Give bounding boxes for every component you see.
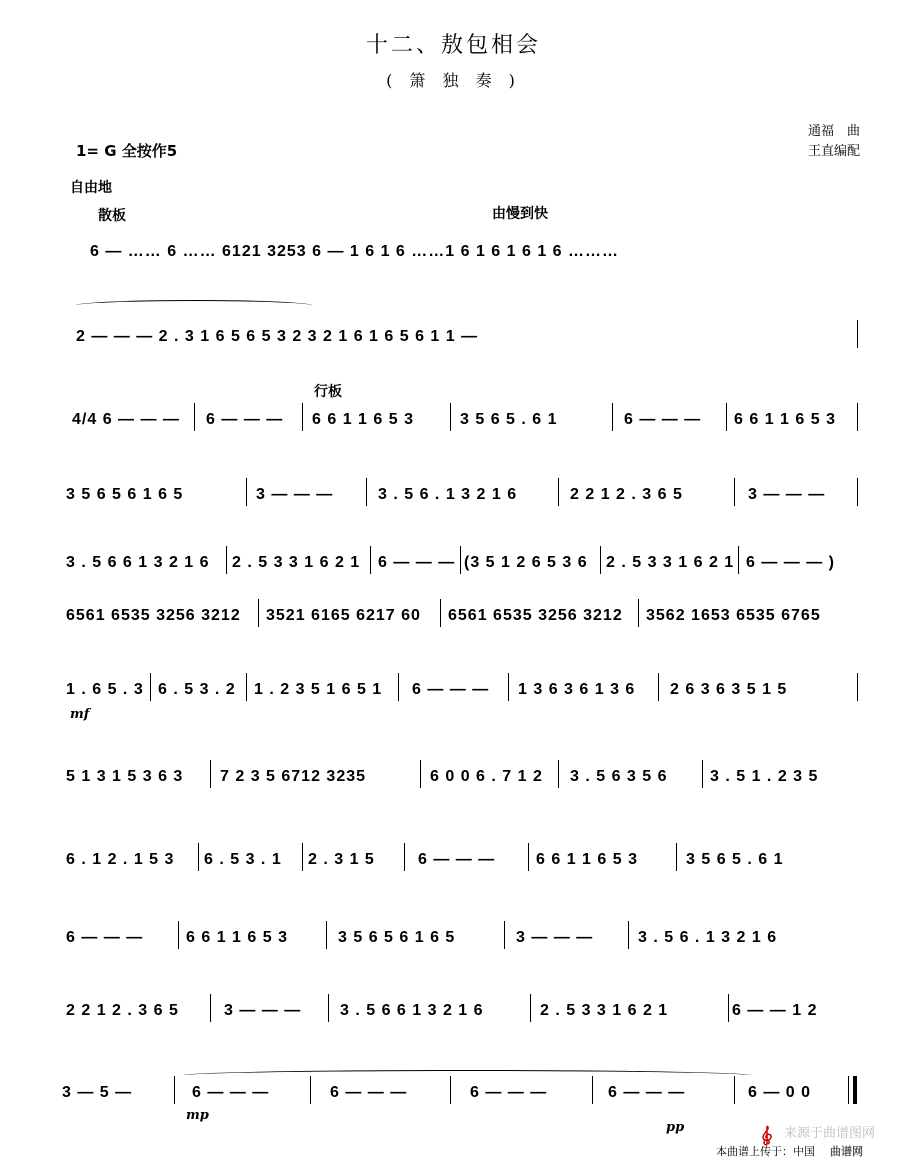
measure-12-2: 6 — — — [192,1084,270,1101]
measure-10-3: 3 5 6 5 6 1 6 5 [338,929,456,946]
measure-11-2: 3 — — — [224,1002,302,1019]
score-system-9 [62,845,862,875]
barline [450,1076,451,1104]
measure-8-4: 3 . 5 6 3 5 6 [570,768,668,785]
measure-12-3: 6 — — — [330,1084,408,1101]
barline [676,843,677,871]
barline [450,403,451,431]
barline [174,1076,175,1104]
tempo-free: 自由地 [70,180,112,196]
composer-credit: 通福 曲 [808,124,861,139]
measure-7-6: 2 6 3 6 3 5 1 5 [670,681,788,698]
barline [558,478,559,506]
barline [194,403,195,431]
arranger-credit: 王直编配 [808,144,861,159]
score-system-3 [62,405,862,435]
measure-4-1: 3 5 6 5 6 1 6 5 [66,486,184,503]
treble-clef-icon [760,1124,774,1146]
piece-subtitle: ( 箫 独 奏 ) [386,71,521,90]
tempo-xingban: 行板 [314,384,342,400]
measure-3-6: 6 6 1 1 6 5 3 [734,411,836,428]
measure-12-1: 3 — 5 — [62,1084,133,1101]
barline [246,478,247,506]
barline [857,320,858,348]
measure-10-5: 3 . 5 6 . 1 3 2 1 6 [638,929,778,946]
barline [857,403,858,431]
barline [728,994,729,1022]
barline [178,921,179,949]
measure-12-6: 6 — 0 0 [748,1084,812,1101]
barline [848,1076,849,1104]
barline [460,546,461,574]
measure-6-3: 6561 6535 3256 3212 [448,607,623,624]
barline [658,673,659,701]
watermark-site: 曲谱网 [830,1145,863,1158]
tempo-sanban: 散板 [98,208,126,224]
watermark-text: 来源于曲谱图网 [784,1126,876,1141]
barline [326,921,327,949]
barline [328,994,329,1022]
measure-6-2: 3521 6165 6217 60 [266,607,421,624]
barline [210,760,211,788]
barline [310,1076,311,1104]
dynamic-mf: mf [70,707,90,722]
measure-5-5: 2 . 5 3 3 1 6 2 1 [606,554,735,571]
measure-3-2: 6 — — — [206,411,284,428]
barline [302,843,303,871]
barline [366,478,367,506]
measure-7-3: 1 . 2 3 5 1 6 5 1 [254,681,383,698]
score-system-4 [62,480,862,510]
measure-9-6: 3 5 6 5 . 6 1 [686,851,784,868]
score-system-1 [62,237,862,267]
barline [734,478,735,506]
barline [370,546,371,574]
measure-10-2: 6 6 1 1 6 5 3 [186,929,288,946]
score-system-2 [62,322,862,352]
barline [612,403,613,431]
barline [726,403,727,431]
measure-4-5: 3 — — — [748,486,826,503]
measure-8-5: 3 . 5 1 . 2 3 5 [710,768,819,785]
barline [440,599,441,627]
measure-3-3: 6 6 1 1 6 5 3 [312,411,414,428]
measure-4-4: 2 2 1 2 . 3 6 5 [570,486,683,503]
barline [210,994,211,1022]
barline [504,921,505,949]
upload-footer: 本曲谱上传于：中国 [716,1145,815,1158]
measure-9-5: 6 6 1 1 6 5 3 [536,851,638,868]
barline [398,673,399,701]
score-system-8 [62,762,862,792]
measure-5-2: 2 . 5 3 3 1 6 2 1 [232,554,361,571]
barline [857,478,858,506]
barline [226,546,227,574]
measure-3-5: 6 — — — [624,411,702,428]
dynamic-mp: mp [186,1108,209,1123]
measure-8-2: 7 2 3 5 6712 3235 [220,768,367,785]
measure-2-1: 2 — — — 2 . 3 1 6 5 6 5 3 2 3 2 1 6 1 6 5 6 1 1 — [76,328,479,345]
barline [302,403,303,431]
final-barline [853,1076,857,1104]
measure-11-5: 6 — — 1 2 [732,1002,818,1019]
barline [530,994,531,1022]
barline [702,760,703,788]
barline [508,673,509,701]
score-system-7 [62,675,862,722]
measure-3-1: 4/4 6 — — — [72,411,180,428]
credits [808,122,860,162]
measure-3-4: 3 5 6 5 . 6 1 [460,411,558,428]
barline [738,546,739,574]
measure-9-1: 6 . 1 2 . 1 5 3 [66,851,175,868]
measure-1-1: 6 — …… 6 …… 6121 3253 6 — 1 6 1 6 ……1 6 1 6 1 6 1 6 ……… [90,243,620,260]
measure-5-4: (3 5 1 2 6 5 3 6 [464,554,588,571]
barline [404,843,405,871]
barline [638,599,639,627]
measure-11-4: 2 . 5 3 3 1 6 2 1 [540,1002,669,1019]
barline [600,546,601,574]
measure-12-5: 6 — — — [608,1084,686,1101]
measure-5-6: 6 — — — ) [746,554,836,571]
measure-7-1: 1 . 6 5 . 3 [66,681,144,698]
measure-6-1: 6561 6535 3256 3212 [66,607,241,624]
barline [420,760,421,788]
measure-9-4: 6 — — — [418,851,496,868]
measure-8-1: 5 1 3 1 5 3 6 3 [66,768,184,785]
measure-6-4: 3562 1653 6535 6765 [646,607,821,624]
measure-10-4: 3 — — — [516,929,594,946]
score-system-11 [62,996,862,1026]
measure-9-3: 2 . 3 1 5 [308,851,375,868]
measure-4-3: 3 . 5 6 . 1 3 2 1 6 [378,486,518,503]
measure-7-2: 6 . 5 3 . 2 [158,681,236,698]
piece-title: 十二、敖包相会 [365,33,541,58]
measure-11-3: 3 . 5 6 6 1 3 2 1 6 [340,1002,484,1019]
score-system-5 [62,548,862,578]
barline [150,673,151,701]
barline [558,760,559,788]
barline [592,1076,593,1104]
measure-5-3: 6 — — — [378,554,456,571]
key-signature: 1= G 全按作5 [76,142,178,160]
measure-11-1: 2 2 1 2 . 3 6 5 [66,1002,179,1019]
barline [628,921,629,949]
dynamic-pp: pp [666,1120,685,1135]
measure-8-3: 6 0 0 6 . 7 1 2 [430,768,543,785]
measure-9-2: 6 . 5 3 . 1 [204,851,282,868]
barline [734,1076,735,1104]
barline [246,673,247,701]
barline [857,673,858,701]
barline [258,599,259,627]
score-system-6 [62,601,862,631]
barline [528,843,529,871]
slur [76,300,312,311]
measure-7-4: 6 — — — [412,681,490,698]
tempo-accel: 由慢到快 [492,206,548,222]
measure-7-5: 1 3 6 3 6 1 3 6 [518,681,636,698]
measure-10-1: 6 — — — [66,929,144,946]
barline [198,843,199,871]
score-system-10 [62,923,862,953]
measure-12-4: 6 — — — [470,1084,548,1101]
measure-5-1: 3 . 5 6 6 1 3 2 1 6 [66,554,210,571]
measure-4-2: 3 — — — [256,486,334,503]
